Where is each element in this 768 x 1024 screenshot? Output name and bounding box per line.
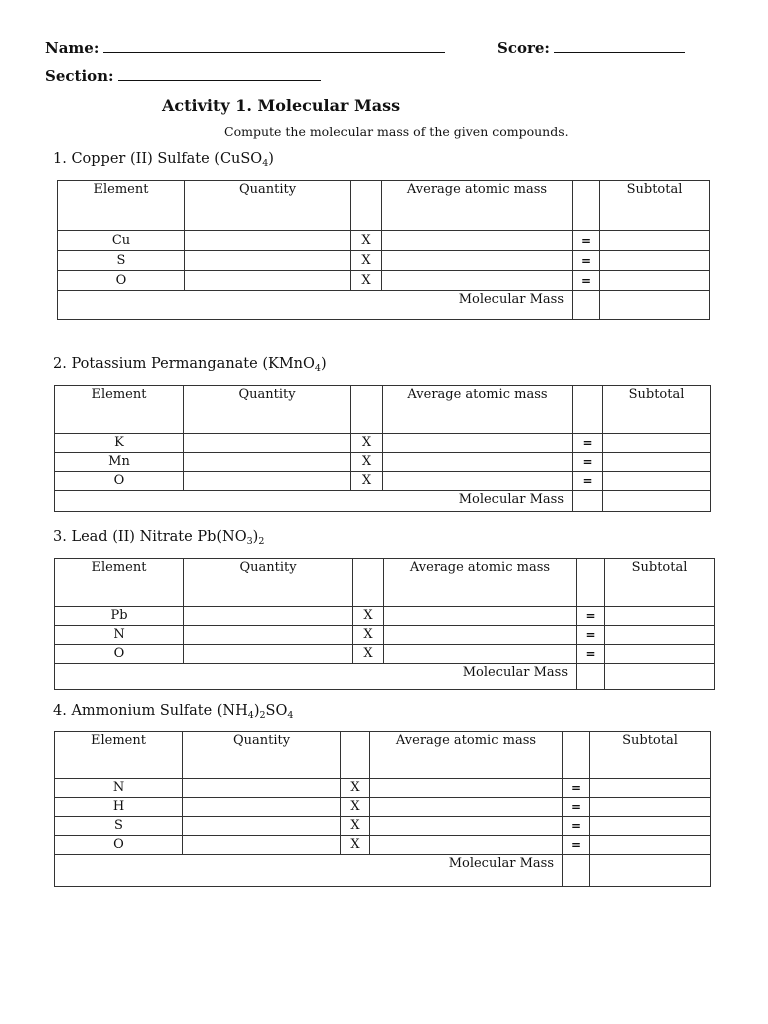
atomic-mass-cell[interactable] xyxy=(384,607,577,626)
atomic-mass-cell[interactable] xyxy=(384,645,577,664)
element-symbol: O xyxy=(55,645,184,664)
instructions: Compute the molecular mass of the given compounds. xyxy=(224,124,569,139)
element-symbol: K xyxy=(55,434,184,453)
element-symbol: N xyxy=(55,626,184,645)
atomic-mass-cell[interactable] xyxy=(383,434,573,453)
atomic-mass-cell[interactable] xyxy=(370,836,563,855)
avg-atomic-mass-header: Average atomic mass xyxy=(382,181,573,231)
table-row xyxy=(55,607,715,626)
name-label: Name: xyxy=(45,39,100,57)
subtotal-cell[interactable] xyxy=(603,472,711,491)
score-field[interactable] xyxy=(554,38,685,53)
table-row xyxy=(58,271,710,291)
table-row xyxy=(55,779,711,798)
equals-sign: = xyxy=(563,817,590,836)
subtotal-cell[interactable] xyxy=(590,817,711,836)
molecular-mass-cell[interactable] xyxy=(600,291,710,320)
equals-sign: = xyxy=(563,798,590,817)
compound-title: 1. Copper (II) Sulfate (CuSO$_4$) xyxy=(53,151,274,169)
equals-sign: = xyxy=(573,453,603,472)
subtotal-header: Subtotal xyxy=(603,386,711,434)
compound-title: 2. Potassium Permanganate (KMnO$_4$) xyxy=(53,356,327,374)
element-header: Element xyxy=(55,386,184,434)
equals-sign: = xyxy=(573,251,600,271)
subtotal-cell[interactable] xyxy=(590,798,711,817)
score-label: Score: xyxy=(497,39,550,57)
subtotal-cell[interactable] xyxy=(600,251,710,271)
molecular-mass-cell[interactable] xyxy=(605,664,715,690)
table-row xyxy=(55,626,715,645)
quantity-cell[interactable] xyxy=(183,798,341,817)
subtotal-cell[interactable] xyxy=(600,271,710,291)
element-header: Element xyxy=(55,559,184,607)
equals-sign: = xyxy=(573,271,600,291)
times-sign: X xyxy=(353,607,384,626)
element-symbol: S xyxy=(55,817,183,836)
element-symbol: O xyxy=(55,472,184,491)
atomic-mass-cell[interactable] xyxy=(384,626,577,645)
molecular-mass-cell[interactable] xyxy=(590,855,711,887)
quantity-cell[interactable] xyxy=(184,453,351,472)
section-field[interactable] xyxy=(118,66,321,81)
compound-table xyxy=(54,558,715,690)
atomic-mass-cell[interactable] xyxy=(370,779,563,798)
quantity-cell[interactable] xyxy=(184,645,353,664)
quantity-cell[interactable] xyxy=(184,472,351,491)
subtotal-header: Subtotal xyxy=(600,181,710,231)
quantity-header: Quantity xyxy=(183,732,341,779)
atomic-mass-cell[interactable] xyxy=(370,817,563,836)
quantity-cell[interactable] xyxy=(183,817,341,836)
quantity-cell[interactable] xyxy=(184,607,353,626)
quantity-cell[interactable] xyxy=(185,251,351,271)
times-sign: X xyxy=(351,251,382,271)
element-symbol: Mn xyxy=(55,453,184,472)
molecular-mass-label: Molecular Mass xyxy=(55,855,563,887)
times-sign: X xyxy=(353,626,384,645)
subtotal-header: Subtotal xyxy=(605,559,715,607)
score-line xyxy=(497,38,685,57)
element-header: Element xyxy=(55,732,183,779)
quantity-header: Quantity xyxy=(184,386,351,434)
element-symbol: S xyxy=(58,251,185,271)
times-sign: X xyxy=(351,453,383,472)
name-line xyxy=(45,38,445,57)
subtotal-cell[interactable] xyxy=(605,626,715,645)
subtotal-cell[interactable] xyxy=(605,607,715,626)
element-symbol: N xyxy=(55,779,183,798)
element-symbol: Pb xyxy=(55,607,184,626)
molecular-mass-cell[interactable] xyxy=(603,491,711,512)
times-sign: X xyxy=(341,836,370,855)
avg-atomic-mass-header: Average atomic mass xyxy=(384,559,577,607)
equals-sign: = xyxy=(573,472,603,491)
quantity-cell[interactable] xyxy=(184,626,353,645)
compound-table xyxy=(57,180,710,320)
subtotal-cell[interactable] xyxy=(605,645,715,664)
equals-sign: = xyxy=(573,434,603,453)
molecular-mass-label: Molecular Mass xyxy=(55,491,573,512)
table-row xyxy=(58,231,710,251)
element-symbol: Cu xyxy=(58,231,185,251)
quantity-cell[interactable] xyxy=(183,779,341,798)
table-row xyxy=(55,645,715,664)
quantity-cell[interactable] xyxy=(185,271,351,291)
equals-sign: = xyxy=(577,645,605,664)
table-row xyxy=(55,836,711,855)
equals-sign: = xyxy=(563,836,590,855)
element-symbol: O xyxy=(55,836,183,855)
subtotal-header: Subtotal xyxy=(590,732,711,779)
element-symbol: O xyxy=(58,271,185,291)
avg-atomic-mass-header: Average atomic mass xyxy=(383,386,573,434)
table-row xyxy=(55,434,711,453)
compound-title: 3. Lead (II) Nitrate $Pb(NO_3)_2$ xyxy=(53,529,265,547)
atomic-mass-cell[interactable] xyxy=(370,798,563,817)
name-field[interactable] xyxy=(103,38,445,53)
equals-sign: = xyxy=(577,607,605,626)
atomic-mass-cell[interactable] xyxy=(383,453,573,472)
table-row xyxy=(55,453,711,472)
equals-sign: = xyxy=(577,626,605,645)
atomic-mass-cell[interactable] xyxy=(382,271,573,291)
times-sign: X xyxy=(351,434,383,453)
molecular-mass-label: Molecular Mass xyxy=(55,664,577,690)
quantity-header: Quantity xyxy=(184,559,353,607)
element-header: Element xyxy=(58,181,185,231)
times-sign: X xyxy=(351,271,382,291)
compound-title: 4. Ammonium Sulfate $(NH_4)_2SO_4$ xyxy=(53,703,294,721)
table-row xyxy=(55,798,711,817)
subtotal-cell[interactable] xyxy=(603,434,711,453)
times-sign: X xyxy=(353,645,384,664)
times-sign: X xyxy=(351,472,383,491)
times-sign: X xyxy=(341,779,370,798)
quantity-cell[interactable] xyxy=(183,836,341,855)
table-row xyxy=(55,472,711,491)
compound-table xyxy=(54,385,711,512)
quantity-cell[interactable] xyxy=(184,434,351,453)
equals-sign: = xyxy=(573,231,600,251)
table-row xyxy=(55,817,711,836)
subtotal-cell[interactable] xyxy=(600,231,710,251)
quantity-cell[interactable] xyxy=(185,231,351,251)
subtotal-cell[interactable] xyxy=(590,836,711,855)
section-label: Section: xyxy=(45,67,114,85)
subtotal-cell[interactable] xyxy=(590,779,711,798)
quantity-header: Quantity xyxy=(185,181,351,231)
equals-sign: = xyxy=(563,779,590,798)
molecular-mass-label: Molecular Mass xyxy=(58,291,573,320)
times-sign: X xyxy=(341,817,370,836)
atomic-mass-cell[interactable] xyxy=(382,251,573,271)
atomic-mass-cell[interactable] xyxy=(383,472,573,491)
avg-atomic-mass-header: Average atomic mass xyxy=(370,732,563,779)
activity-title: Activity 1. Molecular Mass xyxy=(162,96,401,115)
table-row xyxy=(58,251,710,271)
times-sign: X xyxy=(351,231,382,251)
subtotal-cell[interactable] xyxy=(603,453,711,472)
section-line xyxy=(45,66,321,85)
atomic-mass-cell[interactable] xyxy=(382,231,573,251)
compound-table xyxy=(54,731,711,887)
times-sign: X xyxy=(341,798,370,817)
element-symbol: H xyxy=(55,798,183,817)
